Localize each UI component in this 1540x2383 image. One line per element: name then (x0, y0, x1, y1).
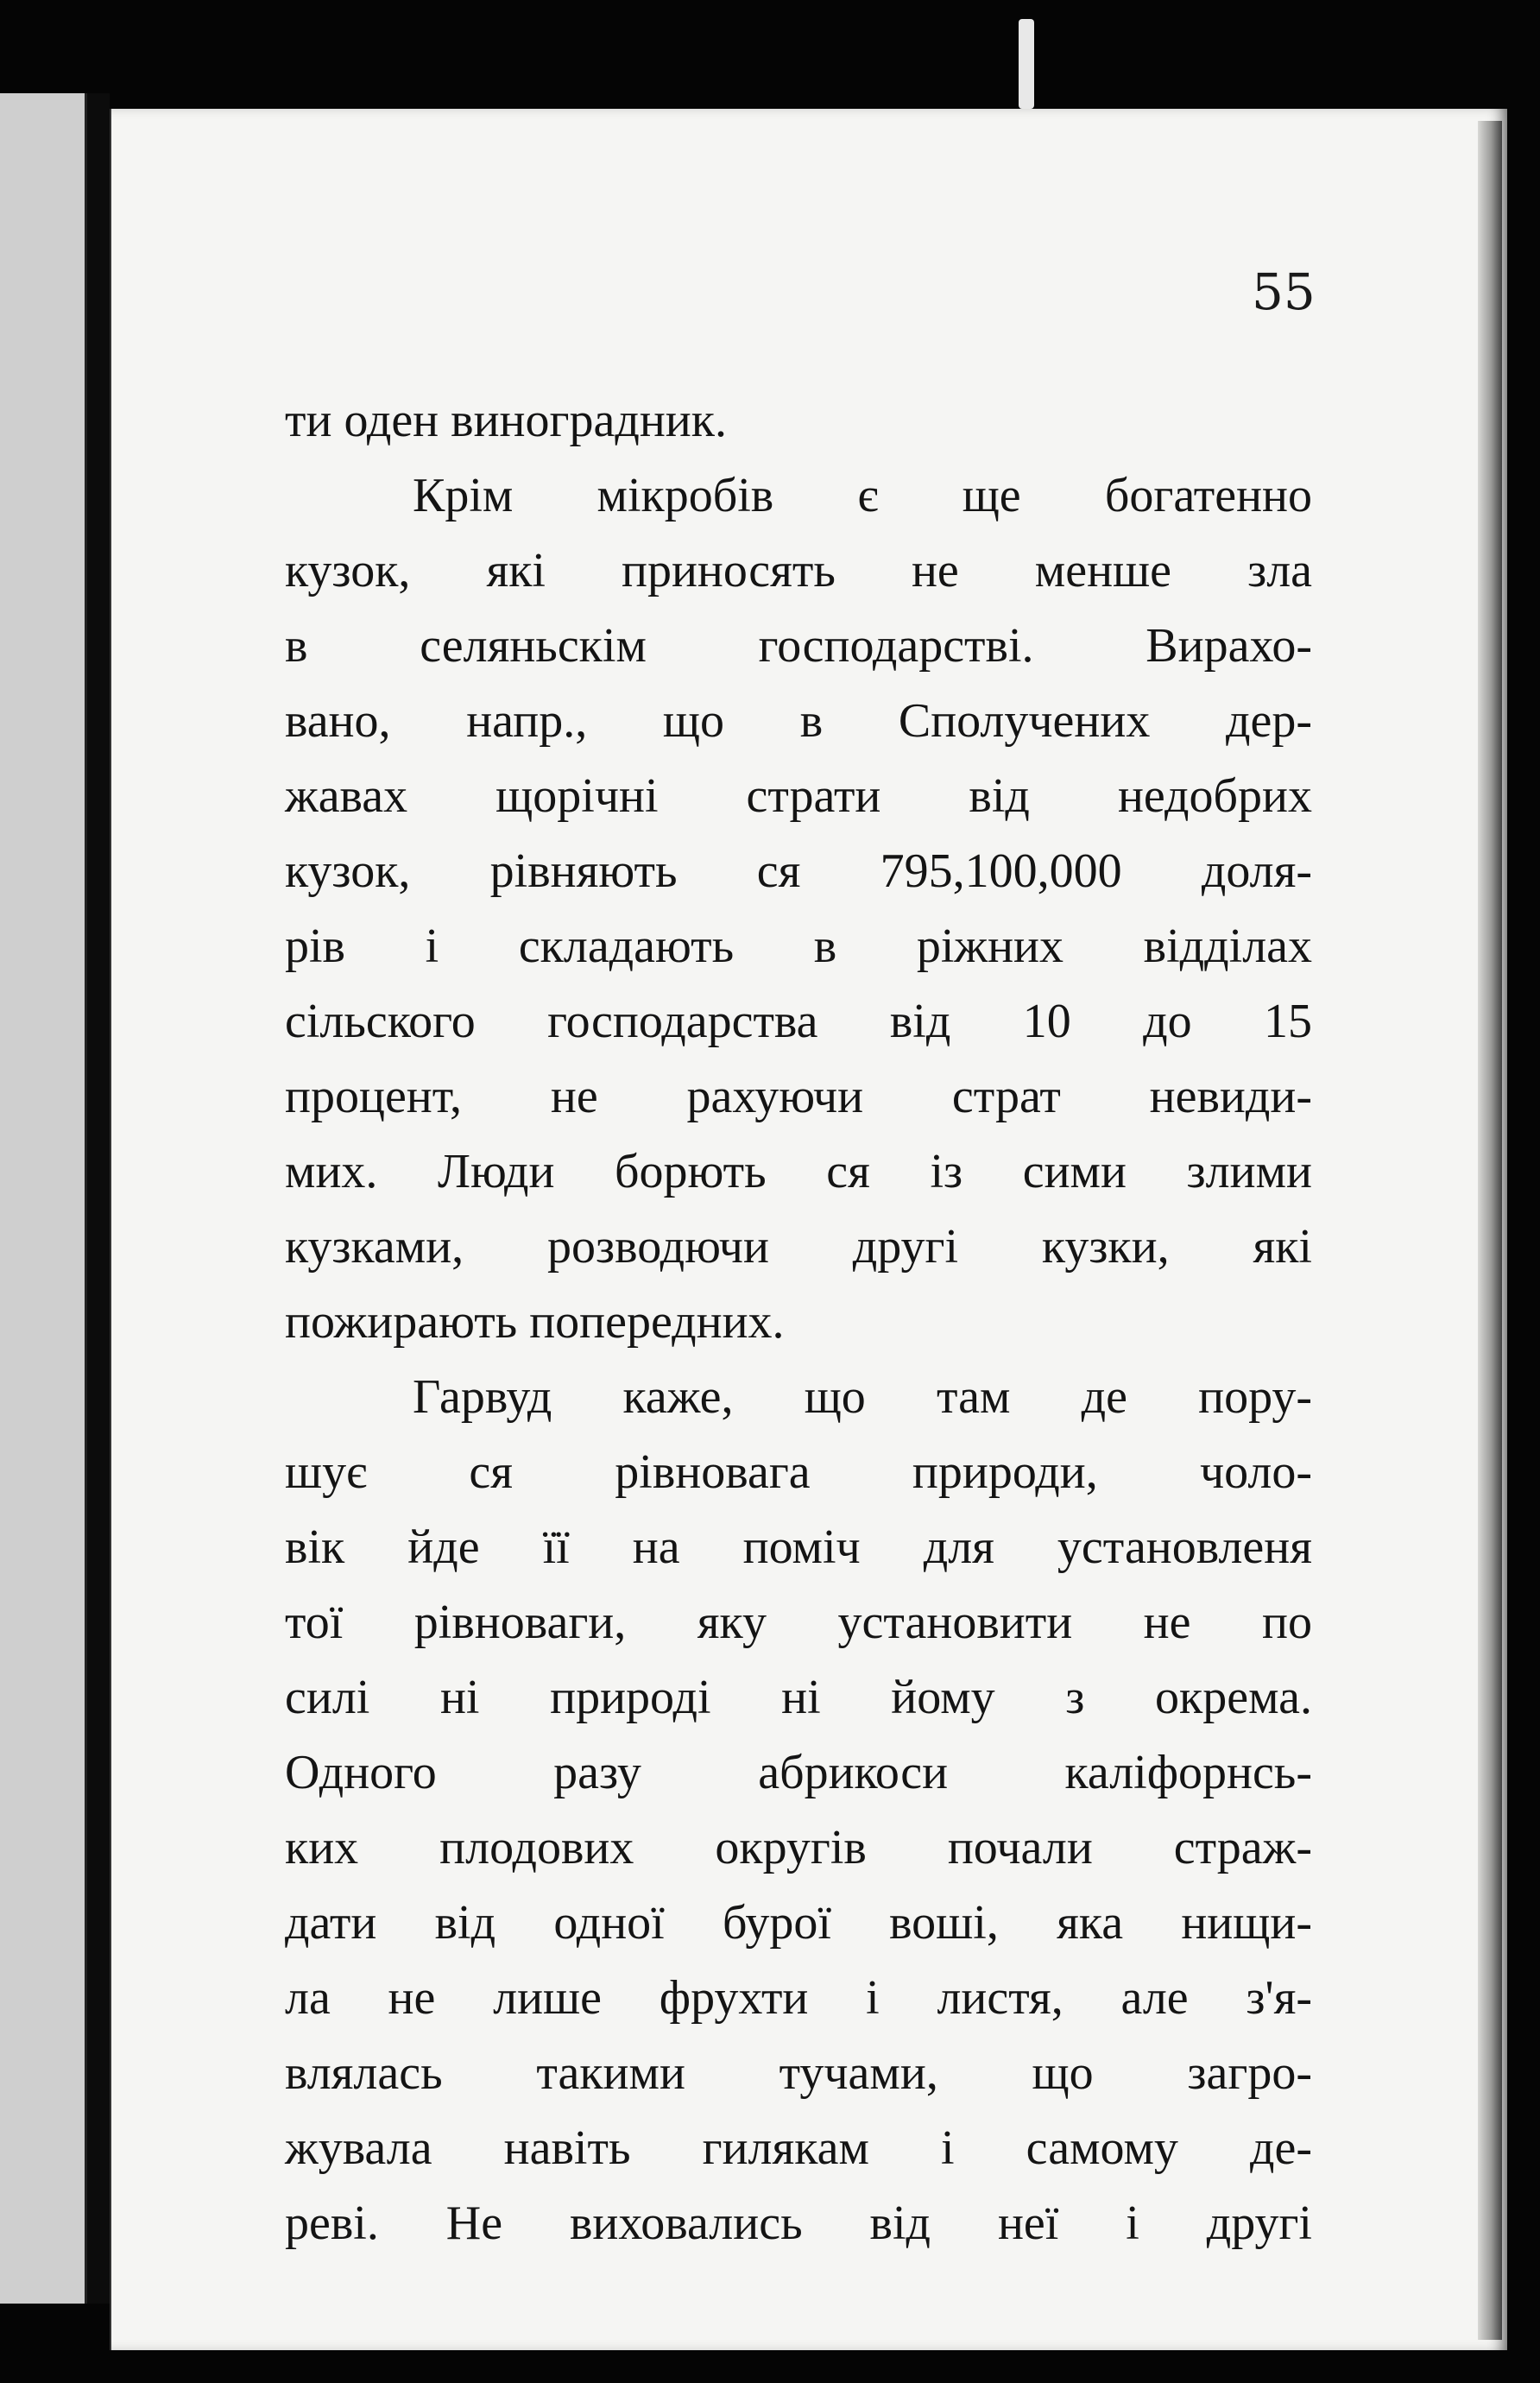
left-page-edge (0, 93, 87, 2304)
text-line: влялась такими тучами, що загро- (285, 2046, 1312, 2100)
page-text (285, 383, 1312, 2261)
text-line: процент, не рахуючи страт невиди- (285, 1070, 1312, 1123)
text-line: шує ся рівновага природи, чоло- (285, 1445, 1312, 1499)
page-marker-tab (1019, 19, 1034, 109)
text-line: кузок, рівняють ся 795,100,000 доля- (285, 844, 1312, 898)
text-line: Крім мікробів є ще богатенно (413, 469, 1312, 522)
text-line: ких плодових округів почали страж- (285, 1821, 1312, 1874)
text-line: ла не лише фрухти і листя, але з'я- (285, 1971, 1312, 2025)
page-edge-shadow (1478, 121, 1502, 2340)
text-line: тої рівноваги, яку установити не по (285, 1596, 1312, 1649)
text-line: сільского господарства від 10 до 15 (285, 995, 1312, 1048)
text-line: в селяньскім господарстві. Вирахо- (285, 619, 1312, 673)
text-line: жувала навіть гилякам і самому де- (285, 2121, 1312, 2175)
text-line: жавах щорічні страти від недобрих (285, 769, 1312, 823)
book-gutter (87, 93, 110, 2304)
text-line: дати від одної бурої вошi, яка нищи- (285, 1896, 1312, 1950)
text-line: вік йде її на поміч для установленя (285, 1520, 1312, 1574)
text-line: Одного разу абрикоси каліфорнсь- (285, 1746, 1312, 1799)
text-line: рів і складають в ріжних відділах (285, 920, 1312, 973)
text-line: силі ні природі ні йому з окрема. (285, 1671, 1312, 1724)
text-line: пожирають попередних. (285, 1295, 785, 1349)
text-line: кузками, розводючи другі кузки, які (285, 1220, 1312, 1274)
text-line: мих. Люди борють ся із сими злими (285, 1145, 1312, 1198)
text-line: вано, напр., що в Сполучених дер- (285, 694, 1312, 748)
text-line: Гарвуд каже, що там де пору- (413, 1370, 1312, 1424)
page-number: 55 (1252, 262, 1316, 321)
text-line: кузок, які приносять не менше зла (285, 544, 1312, 597)
text-line: ти оден виноградник. (285, 394, 727, 447)
text-line: реві. Не виховались від неї і другі (285, 2197, 1312, 2250)
